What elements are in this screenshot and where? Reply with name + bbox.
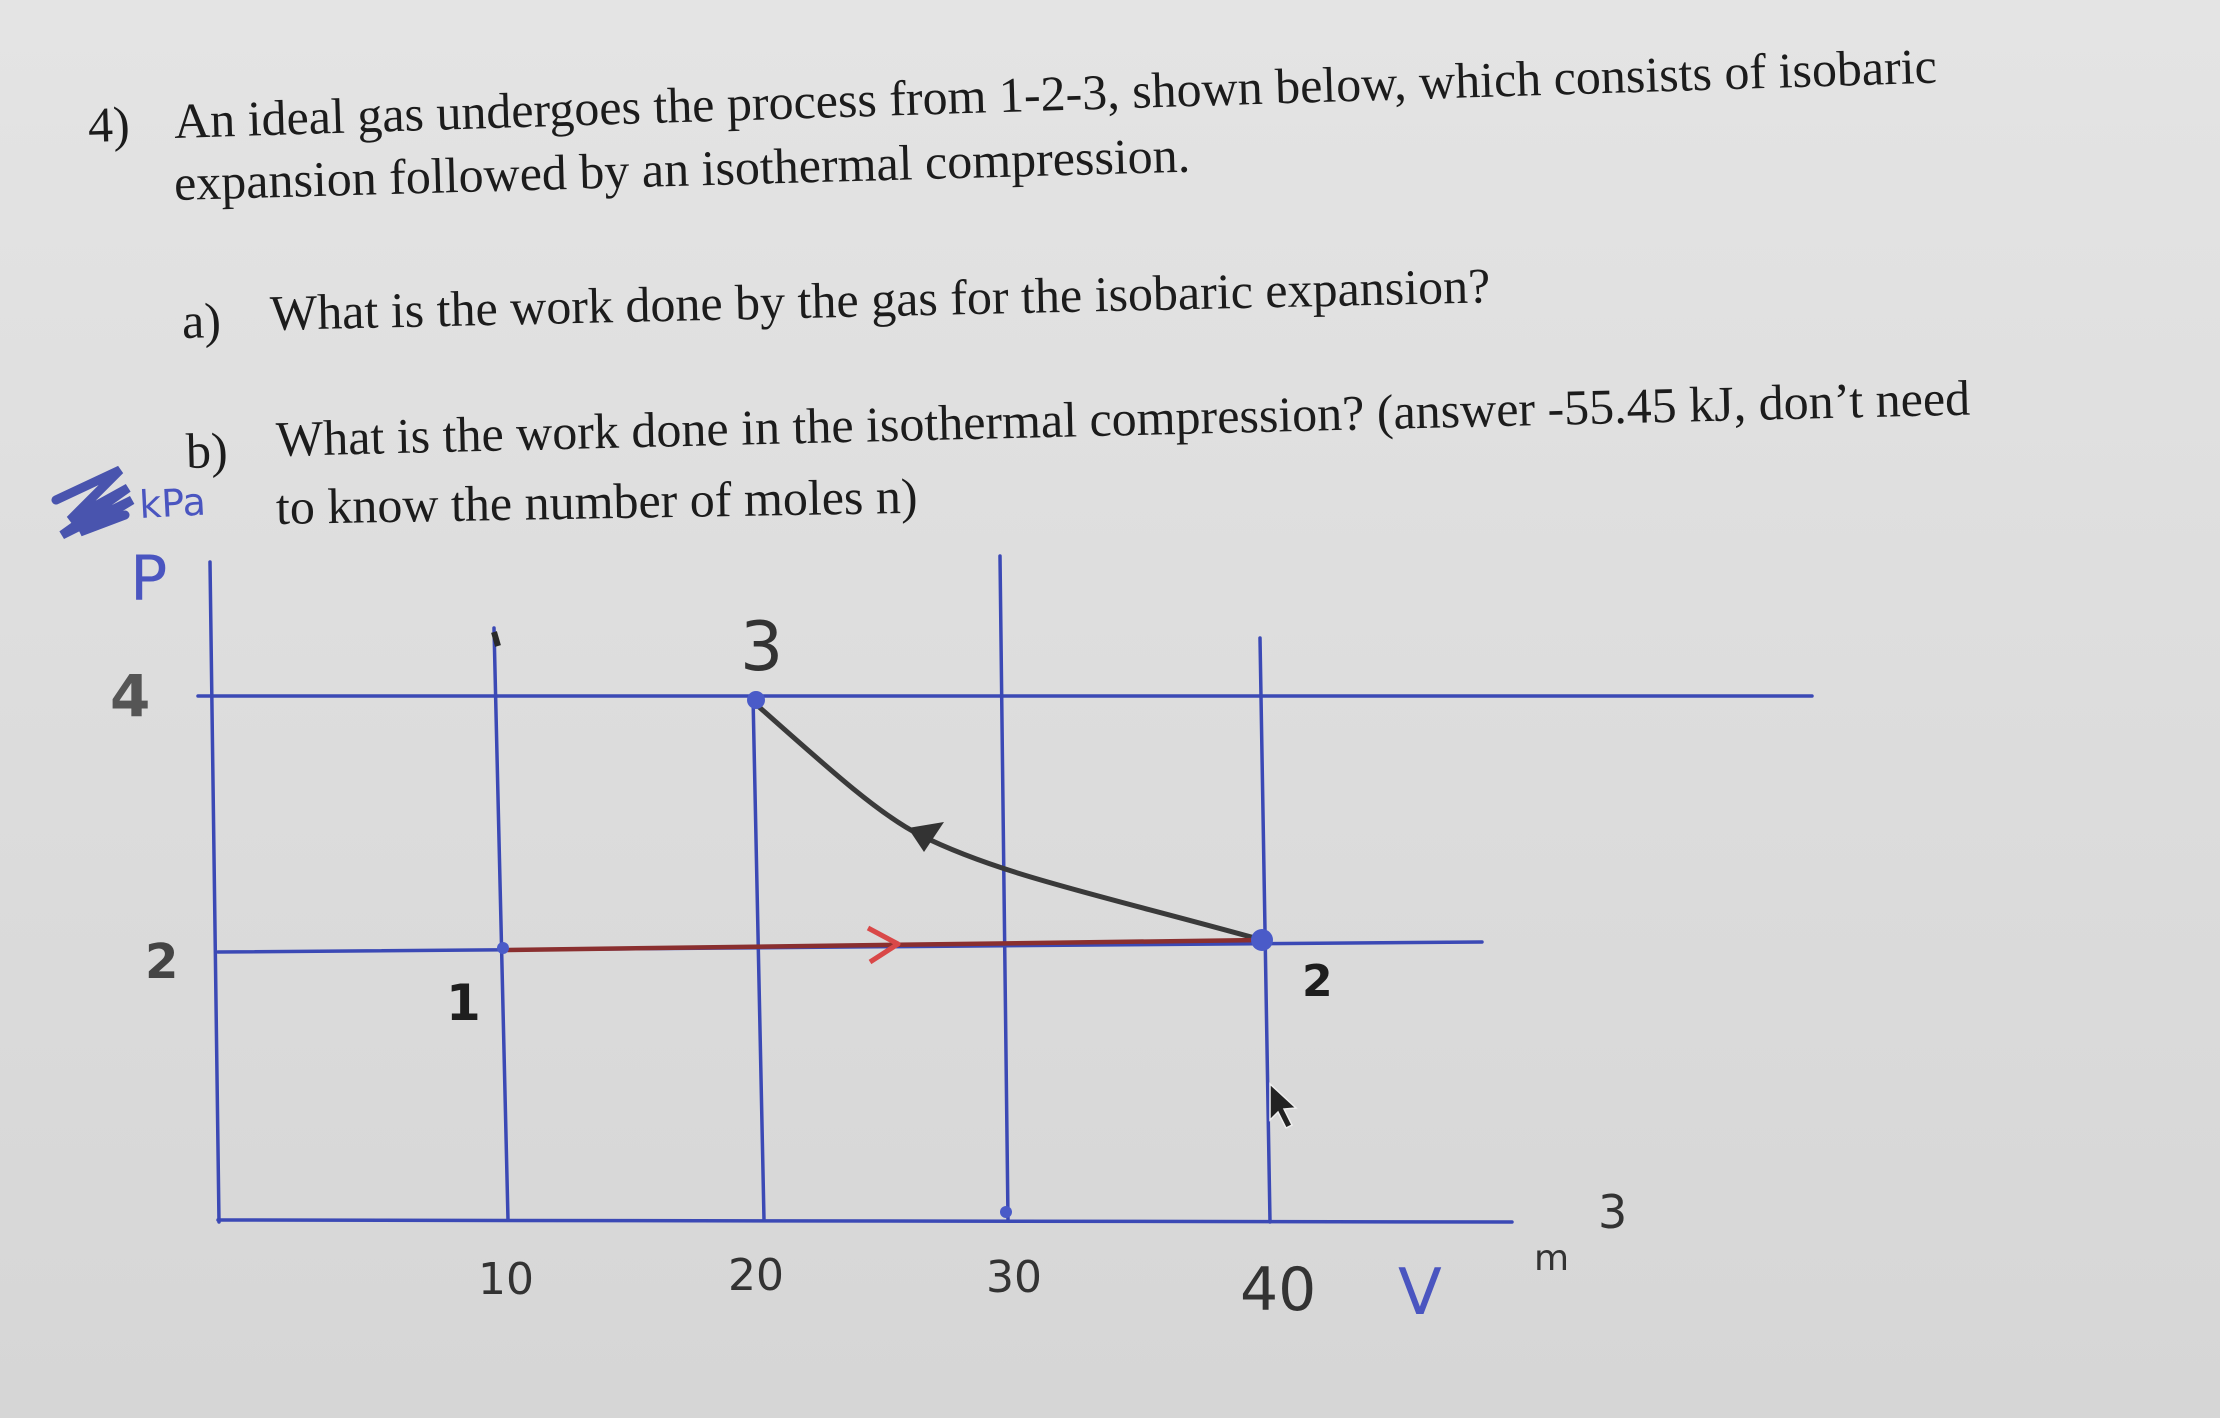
x-unit-exponent: 3: [1598, 1185, 1628, 1239]
part-b-text-line-1: What is the work done in the isothermal compression? (answer -55.45 kJ, don’t need: [275, 369, 1971, 467]
y-axis-label: P: [130, 542, 168, 615]
part-b-label: b): [185, 421, 229, 479]
point-2-dot: [1251, 929, 1273, 951]
gridline-v-10: [494, 628, 508, 1220]
graph-grid: [198, 556, 1812, 1222]
isotherm-arrow: [908, 822, 944, 852]
v-axis: [218, 1220, 1512, 1222]
mouse-cursor-icon: [1270, 1084, 1296, 1128]
point-3-dot: [747, 691, 765, 709]
ink-scribble: [56, 470, 132, 535]
x-tick-20: 20: [728, 1250, 784, 1301]
part-a-text: What is the work done by the gas for the isobaric expansion?: [269, 257, 1491, 341]
point-1-label: 1: [446, 974, 481, 1032]
y-tick-2: 2: [145, 934, 179, 990]
part-b-text-line-2: to know the number of moles n): [275, 467, 918, 535]
isotherm-curve: [758, 706, 1262, 940]
question-text-line-1: An ideal gas undergoes the process from 1-2-3, shown below, which consists of isobaric: [173, 37, 1938, 149]
p-axis: [210, 562, 219, 1222]
y-tick-4: 4: [110, 662, 151, 730]
question-text-line-2: expansion followed by an isothermal compression.: [173, 126, 1191, 211]
y-unit-label: kPa: [138, 479, 207, 527]
gridline-v-20: [753, 696, 764, 1220]
x-axis-label: V: [1398, 1256, 1442, 1330]
x-unit-m: m: [1534, 1238, 1570, 1279]
question-number: 4): [87, 95, 131, 153]
point-1-dot: [497, 942, 509, 954]
x-tick-40: 40: [1240, 1255, 1317, 1325]
part-a-label: a): [181, 292, 222, 349]
tick-dot-30: [1000, 1206, 1012, 1218]
tick-mark-10: [494, 632, 498, 646]
gridline-v-30: [1000, 556, 1008, 1220]
x-tick-30: 30: [986, 1252, 1042, 1303]
point-3-label: 3: [740, 608, 784, 687]
x-tick-10: 10: [478, 1254, 534, 1305]
point-2-label: 2: [1302, 956, 1333, 1007]
